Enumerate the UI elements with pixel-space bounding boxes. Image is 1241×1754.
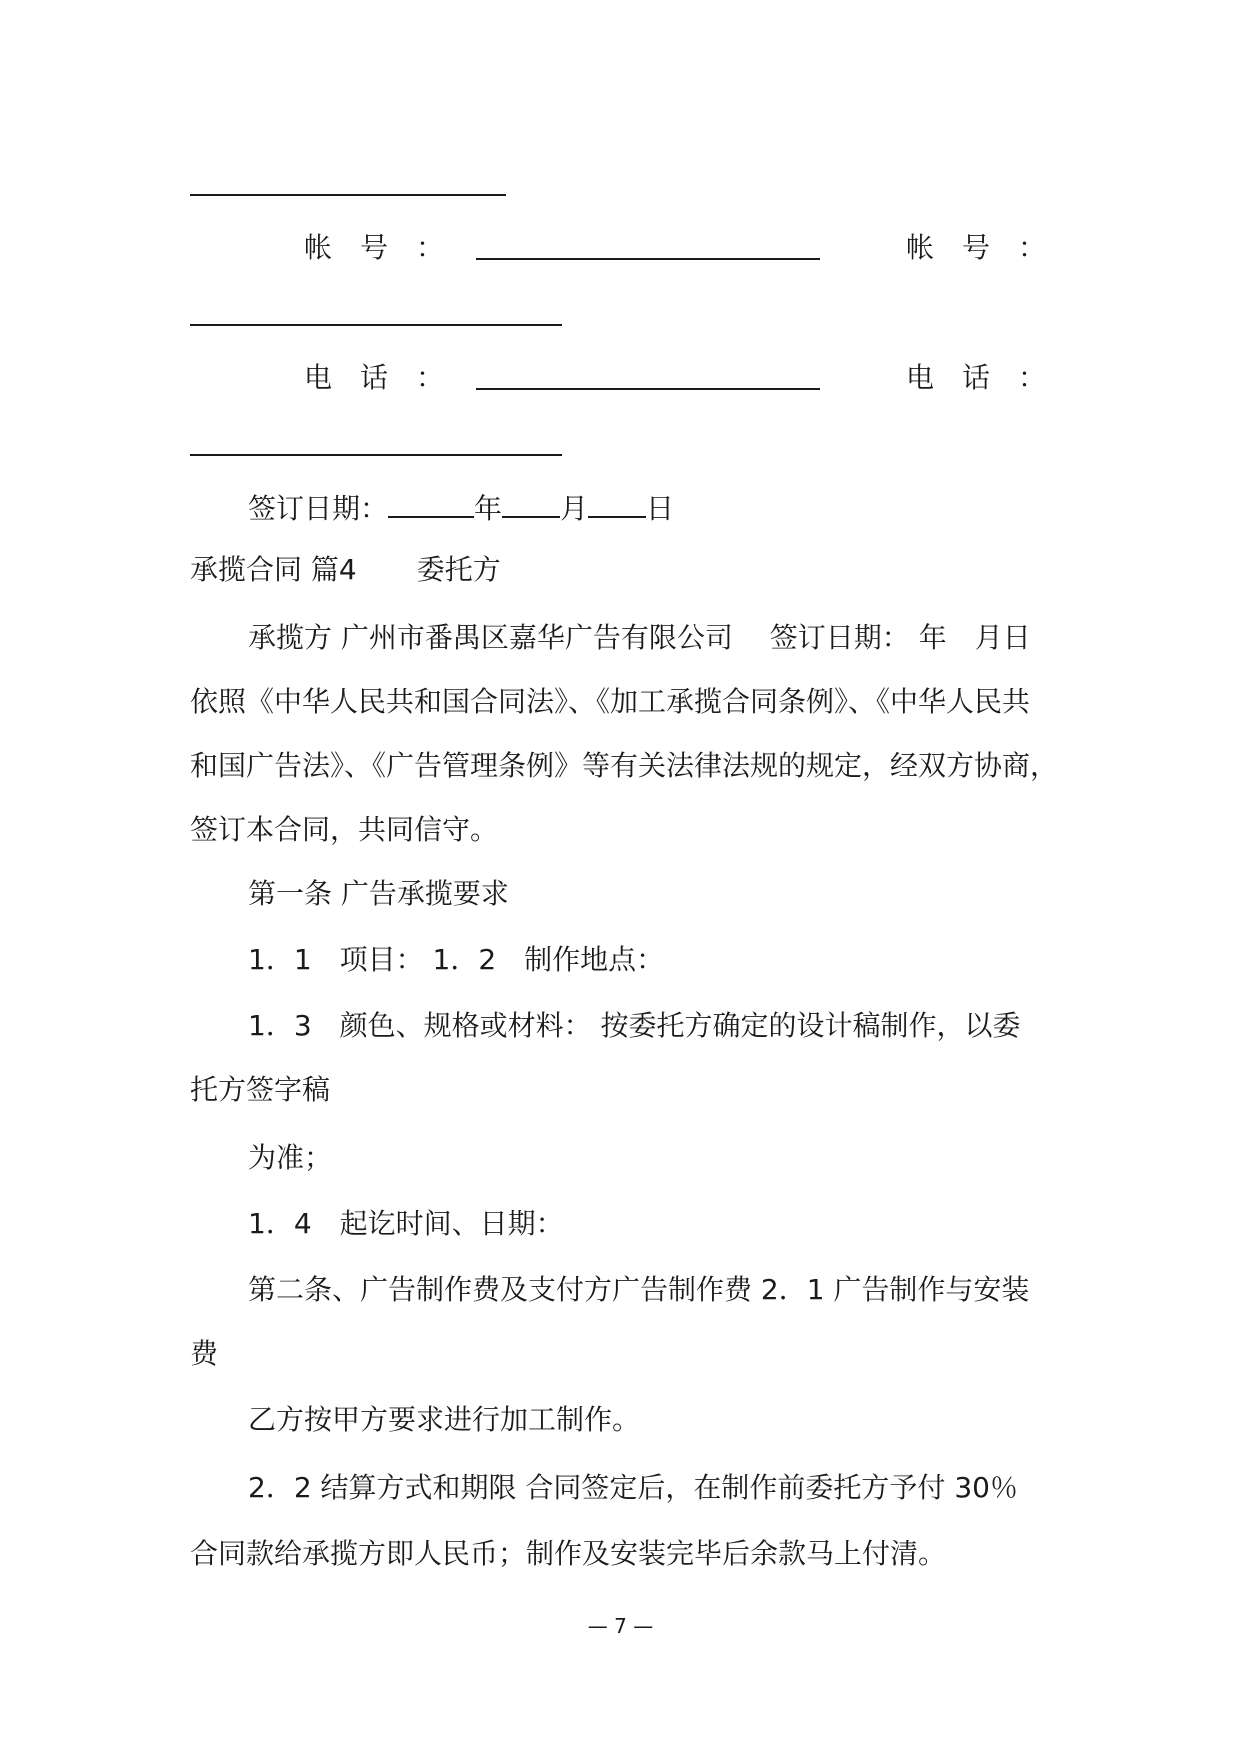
sign-day-label: 日 <box>646 492 675 525</box>
paragraph-line: 乙方按甲方要求进行加工制作。 <box>248 1403 641 1436</box>
paragraph-line: 2．2 结算方式和期限 合同签定后，在制作前委托方予付 30％ <box>248 1471 1018 1504</box>
account-blank-left[interactable] <box>476 228 820 260</box>
phone-label-right: 电 话 ： <box>906 361 1047 394</box>
phone-row <box>0 358 1241 398</box>
account-label-right: 帐 号 ： <box>906 231 1047 264</box>
paragraph-line: 承揽方 广州市番禺区嘉华广告有限公司 签订日期： 年 月日 <box>248 621 1031 654</box>
sign-date-label: 签订日期： <box>248 492 389 525</box>
sign-year-label: 年 <box>474 492 503 525</box>
page-number: — 7 — <box>587 1614 654 1638</box>
sign-day-blank[interactable] <box>588 486 646 518</box>
section-party-label: 委托方 <box>416 553 501 586</box>
sign-month-label: 月 <box>560 492 589 525</box>
paragraph-line: 第一条 广告承揽要求 <box>248 877 509 910</box>
paragraph-line: 1．3 颜色、规格或材料： 按委托方确定的设计稿制作，以委 <box>248 1009 1021 1042</box>
paragraph-line: 1．4 起讫时间、日期： <box>248 1207 564 1240</box>
paragraph-line: 1．1 项目： 1．2 制作地点： <box>248 943 665 976</box>
paragraph-line: 签订本合同，共同信守。 <box>190 813 499 846</box>
phone-blank-left[interactable] <box>476 358 820 390</box>
sign-date-row <box>248 486 1128 529</box>
paragraph-line: 和国广告法》、《广告管理条例》等有关法律法规的规定，经双方协商， <box>190 749 1059 782</box>
sign-year-blank[interactable] <box>388 486 474 518</box>
paragraph-line: 第二条、广告制作费及支付方广告制作费 2．1 广告制作与安装 <box>248 1273 1030 1306</box>
phone-label-left: 电 话 ： <box>304 361 445 394</box>
account-label-left: 帐 号 ： <box>304 231 445 264</box>
account-row <box>0 228 1241 268</box>
blank-line-top <box>190 194 506 196</box>
phone-blank-right-line[interactable] <box>190 454 562 456</box>
paragraph-line: 托方签字稿 <box>190 1073 331 1106</box>
section-heading <box>190 550 1070 590</box>
paragraph-line: 为准； <box>248 1141 333 1174</box>
section-title: 承揽合同 篇4 <box>190 553 357 586</box>
paragraph-line: 合同款给承揽方即人民币；制作及安装完毕后余款马上付清。 <box>190 1537 947 1570</box>
paragraph-line: 依照《中华人民共和国合同法》、《加工承揽合同条例》、《中华人民共 <box>190 685 1031 718</box>
paragraph-line: 费 <box>190 1337 219 1370</box>
account-blank-right-line[interactable] <box>190 324 562 326</box>
sign-month-blank[interactable] <box>502 486 560 518</box>
